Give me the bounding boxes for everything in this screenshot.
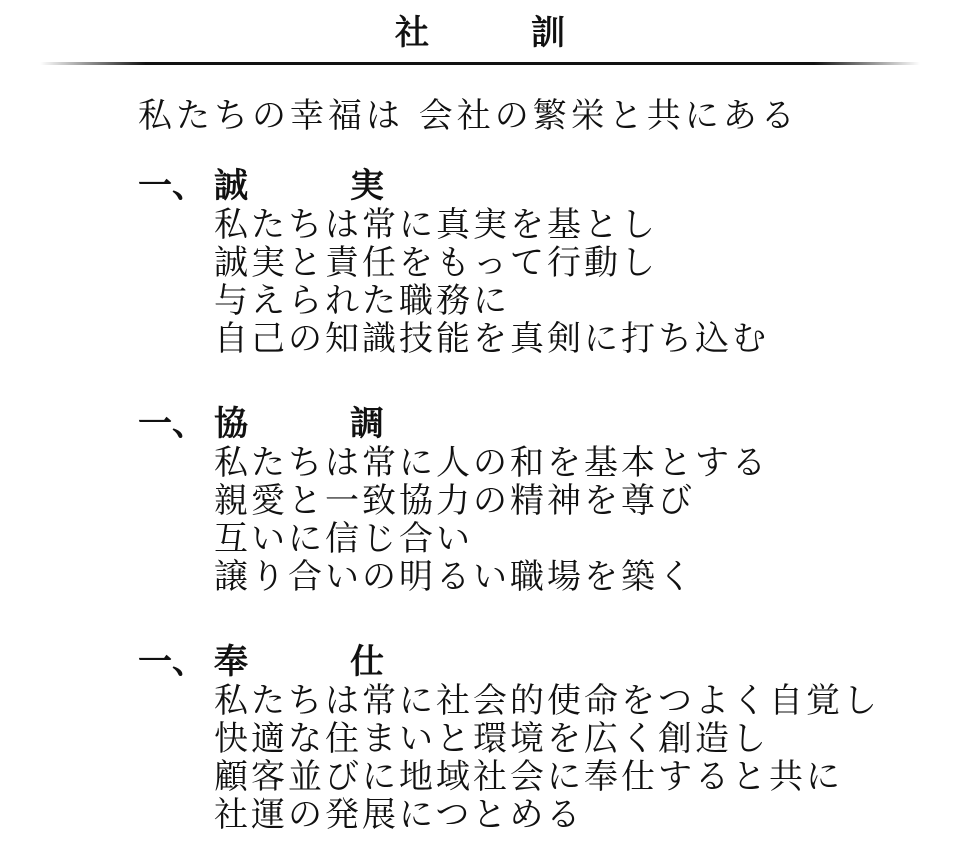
creed-line: 私たちは常に社会的使命をつよく自覚し [214,681,880,721]
section-mark: 一、 [138,642,206,682]
creed-section-sincerity [138,166,938,358]
section-title: 誠 実 [214,166,418,206]
section-mark: 一、 [138,166,206,206]
creed-line: 誠実と責任をもって行動し [214,243,658,283]
creed-line: 快適な住まいと環境を広く創造し [214,719,769,759]
section-title: 奉 仕 [214,642,418,682]
title-divider [40,62,920,65]
creed-line: 自己の知識技能を真剣に打ち込む [214,319,769,359]
creed-line: 私たちは常に真実を基とし [214,205,658,245]
creed-line: 親愛と一致協力の精神を尊び [214,481,695,521]
creed-line: 私たちは常に人の和を基本とする [214,443,769,483]
section-heading [138,404,938,444]
section-lines [138,444,938,596]
section-heading [138,166,938,206]
section-mark: 一、 [138,404,206,444]
section-heading [138,642,938,682]
section-lines [138,206,938,358]
motto: 私たちの幸福は 会社の繁栄と共にある [138,96,799,136]
creed-line: 譲り合いの明るい職場を築く [214,557,695,597]
page-title: 社 訓 [395,13,599,53]
section-lines [138,682,938,834]
creed-section-service [138,642,938,834]
creed-line: 互いに信じ合い [214,519,473,559]
creed-line: 顧客並びに地域社会に奉仕すると共に [214,757,843,797]
creed-line: 与えられた職務に [214,281,510,321]
section-title: 協 調 [214,404,418,444]
creed-line: 社運の発展につとめる [214,795,584,835]
creed-section-harmony [138,404,938,596]
